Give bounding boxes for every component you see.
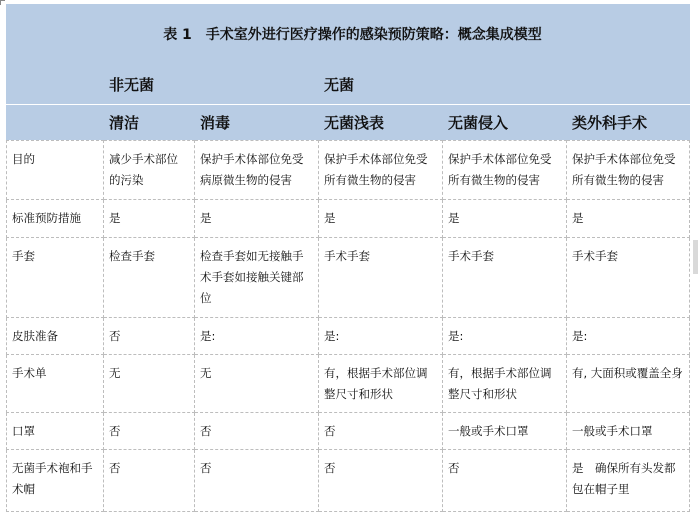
table-container [6, 4, 690, 512]
table-cell: 保护手术体部位免受病原微生物的侵害 [195, 140, 319, 200]
table-cell: 有，根据手术部位调整尺寸和形状 [443, 355, 567, 413]
table-cell: 是: [319, 318, 443, 355]
table-cell: 手术手套 [443, 238, 567, 318]
table-cell: 一般或手术口罩 [443, 413, 567, 450]
table-cell: 是 [195, 200, 319, 238]
column-header-row [6, 104, 690, 140]
header-blank [6, 104, 104, 140]
table-cell: 有，根据手术部位调整尺寸和形状 [319, 355, 443, 413]
table-cell: 检查手套如无接触手术手套如接触关键部位 [195, 238, 319, 318]
table-cell: 是: [195, 318, 319, 355]
row-label: 手术单 [6, 355, 104, 413]
table-cell: 否 [195, 450, 319, 512]
table-cell: 是 [567, 200, 690, 238]
table-cell: 是 确保所有头发都包在帽子里 [567, 450, 690, 512]
table-row [6, 413, 690, 450]
table-cell: 否 [195, 413, 319, 450]
table-cell: 是 [104, 200, 195, 238]
infection-prevention-table [6, 4, 690, 512]
table-title: 表 1 手术室外进行医疗操作的感染预防策略：概念集成模型 [163, 27, 542, 43]
header-blank [6, 64, 104, 104]
table-row [6, 355, 690, 413]
table-cell: 检查手套 [104, 238, 195, 318]
table-cell: 减少手术部位的污染 [104, 140, 195, 200]
column-header: 消毒 [195, 104, 319, 140]
table-cell: 有, 大面积或覆盖全身 [567, 355, 690, 413]
column-header: 无菌侵入 [443, 104, 567, 140]
table-cell: 否 [104, 413, 195, 450]
table-cell: 保护手术体部位免受所有微生物的侵害 [319, 140, 443, 200]
table-cell: 是: [567, 318, 690, 355]
table-cell: 保护手术体部位免受所有微生物的侵害 [443, 140, 567, 200]
table-cell: 是 [443, 200, 567, 238]
column-header: 无菌浅表 [319, 104, 443, 140]
corner-marker [0, 0, 5, 5]
table-cell: 一般或手术口罩 [567, 413, 690, 450]
table-cell: 否 [104, 450, 195, 512]
scroll-edge-handle[interactable] [693, 240, 698, 274]
table-row [6, 450, 690, 512]
column-header: 清洁 [104, 104, 195, 140]
table-cell: 否 [319, 413, 443, 450]
group-header-nonsterile: 非无菌 [109, 75, 155, 94]
row-label: 目的 [6, 140, 104, 200]
title-row [6, 4, 690, 64]
group-header-row [6, 64, 690, 104]
table-cell: 否 [443, 450, 567, 512]
table-cell: 保护手术体部位免受所有微生物的侵害 [567, 140, 690, 200]
table-cell: 否 [319, 450, 443, 512]
table-row [6, 238, 690, 318]
table-row [6, 140, 690, 200]
table-cell: 无 [195, 355, 319, 413]
table-cell: 是 [319, 200, 443, 238]
table-cell: 是: [443, 318, 567, 355]
table-cell: 无 [104, 355, 195, 413]
row-label: 标准预防措施 [6, 200, 104, 238]
row-label: 口罩 [6, 413, 104, 450]
table-cell: 否 [104, 318, 195, 355]
group-header-sterile: 无菌 [324, 75, 355, 94]
table-cell: 手术手套 [319, 238, 443, 318]
table-row [6, 200, 690, 238]
row-label: 无菌手术袍和手术帽 [6, 450, 104, 512]
table-row [6, 318, 690, 355]
column-header: 类外科手术 [567, 104, 690, 140]
row-label: 手套 [6, 238, 104, 318]
row-label: 皮肤准备 [6, 318, 104, 355]
table-cell: 手术手套 [567, 238, 690, 318]
